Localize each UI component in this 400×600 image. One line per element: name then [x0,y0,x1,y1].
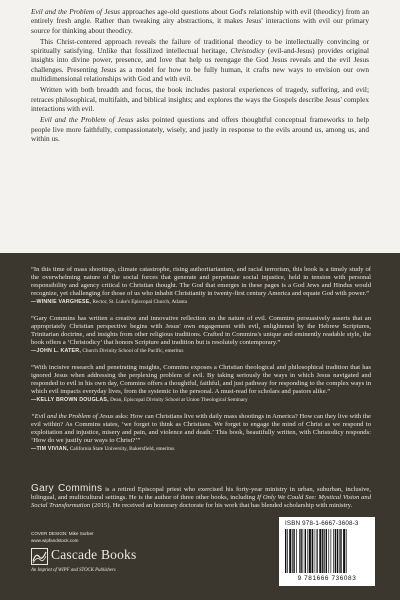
barcode-bar [346,529,347,573]
endorser-affiliation: Church Divinity School of the Pacific, emeritus [81,348,184,355]
barcode-bar [319,529,321,573]
barcode-bar [296,529,297,573]
barcode-bar [331,529,332,573]
barcode-bar [322,529,323,573]
endorsement-quote: “With incisive research and penetrating insights, Commins exposes a Christian theological and philosophical tradition that has ignored Jesus when addressing the perplexing problem of evil. By taking seriously the ways in which Jesus navigated and responded to evil in his own day, Commins offers a thoughtful, faithful, and just pathway for responding to the complex ways in which evil impacts everyday lives, from the systemic to the personal. A must-read for scholars and pastors alike.” [31,363,371,396]
endorser-name: —TIM VIVIAN, [31,446,69,453]
barcode [279,517,375,586]
book-title: Evil and the Problem of Jesus [40,115,134,125]
barcode-bar [333,529,334,573]
author-name: Gary Commins [31,483,103,494]
barcode-bar [289,529,291,573]
barcode-bar [316,529,317,573]
publisher-name: Cascade Books [51,547,137,562]
barcode-bar [343,529,345,573]
barcode-bar [287,529,288,573]
barcode-bar [339,529,340,573]
cover-design-credit: COVER DESIGN: Mike Surber [31,531,94,536]
description-paragraph: This Christ-centered approach reveals the failure of traditional theodicy to be intellectually convincing or spiritually satisfying. Unlike that fossilized intellectual heritage, Christodicy (evil-and-Jesus) provides original insights into divine power, presence, and love that help us reengage the God Jesus reveals and the evil Jesus challenges. Presenting Jesus as a model for how to be fully human, it crafts new ways to envision our own multidimensional relationships with God and with evil. [31,36,369,84]
barcode-bar [314,529,315,573]
endorsement [31,413,371,453]
cascade-logo-icon [31,548,48,565]
barcode-bar [305,529,306,573]
barcode-bar [317,529,318,573]
barcode-bar [324,529,325,573]
barcode-bar [307,529,308,573]
barcode-digits: 9 781666 736083 [297,575,357,582]
endorsement [31,315,371,355]
publisher-logo [31,547,201,581]
endorsement-attribution [31,299,371,306]
barcode-bar [335,529,336,573]
description-paragraph: Evil and the Problem of Jesus approaches age-old questions about God's relationship with evil (theodicy) from an entirely fresh angle. Rather than tweaking airy abstractions, it makes Jesus' interactions with evil our primary source for thinking about theodicy. [31,7,370,35]
barcode-bar [299,529,300,573]
barcode-bar [309,529,311,573]
endorser-name: —WINNIE VARGHESE, [31,299,92,306]
description-paragraph: Written with both breadth and focus, the book includes pastoral experiences of tragedy, suffering, and evil; retraces philosophical, multifaith, and biblical insights; and explores the ways the Gospels describe Jesus' complex interactions with evil. [31,85,369,113]
isbn-label: ISBN 978-1-6667-3608-3 [285,520,359,527]
other-book-title: If Only We Could See: Mystical Vision and Social Transformation [31,494,371,510]
book-title: Evil and the Problem of Jesus [31,7,121,16]
barcode-bar [300,529,301,573]
endorsement-quote: “In this time of mass shootings, climate catastrophe, rising authoritarianism, and racial terrorism, this book is a timely study of the overwhelming nature of the social forces that generate and perpetuate social injustice, held in tension with personal responsibility and agency critical to Christian thought. The God that emerges in these pages is a God Jews and Hindus would recognize, yet challenging for those of us who inhabit Christianity in twenty-first century America and equate God with power.” [31,266,371,298]
endorser-affiliation: Dean, Episcopal Divinity School at Union Theological Seminary [108,397,248,404]
barcode-bar [312,529,313,573]
barcode-bar [303,529,304,573]
endorsement-attribution [31,446,371,453]
christodicy-term: Christodicy [230,46,265,56]
barcode-bars [285,529,369,573]
barcode-bar [285,529,286,573]
barcode-bar [328,529,329,573]
credits [31,531,94,544]
barcode-bar [337,529,338,573]
endorsement-quote: “Gary Commins has written a creative and innovative reflection on the nature of evil. Commins persuasively asserts that an appropriately Christian perspective begins with Jesus' own engagement with evil, enlightened by the Hebrew Scriptures, Trinitarian doctrine, and insights from other religious traditions. Crafted in Commins's unique and eminently readable style, the book offers a ‘Christodicy’ that honors Scripture and tradition but is resolutely contemporary.” [31,314,371,347]
endorser-name: —JOHN L. KATER, [31,348,81,355]
barcode-bar [340,529,341,573]
publisher-url: www.wipfandstock.com [31,537,79,543]
author-bio: Gary Commins is a retired Episcopal priest who exercised his forty-year ministry in urban, suburban, inclusive, bilingual, and multicultural settings. He is the author of three other books, including If Only We Could See: Mystical Vision and Social Transformation (2015). He received an honorary doctorate for his work that has blended scholarship with ministry. [31,483,372,510]
barcode-bar [326,529,327,573]
endorsement-attribution [31,397,371,404]
endorsement [31,364,371,404]
endorsement-attribution [31,348,371,355]
barcode-bar [293,529,294,573]
endorsement-quote: “Evil and the Problem of Jesus asks: How can Christians live with daily mass shootings in America? How can they live with the evil within? As Commins states, ‘we forget to think as Christians. We forget to engage the mind of Christ as we respond to exploitation and injustice, misery and pain, and violence and death.’ This book, beautifully written, with Christodicy responds: ‘How do we justify our ways to Christ?’” [31,412,371,445]
barcode-bar [292,529,293,573]
endorsements [31,266,371,462]
endorser-name: —KELLY BROWN DOUGLAS, [31,397,109,404]
publisher-tagline: An Imprint of WIPF and STOCK Publishers [31,568,116,573]
endorsement [31,266,371,306]
endorser-affiliation: California State University, Bakersfield, emeritus [68,446,175,453]
description-panel [0,0,400,253]
description-paragraph: Evil and the Problem of Jesus asks pointed questions and offers thoughtful conceptual frameworks to help people live more faithfully, compassionately, wisely, and justly in response to the evils around us, among us, and within us. [31,115,369,143]
endorser-affiliation: Rector, St. Luke's Episcopal Church, Atlanta [91,299,188,306]
